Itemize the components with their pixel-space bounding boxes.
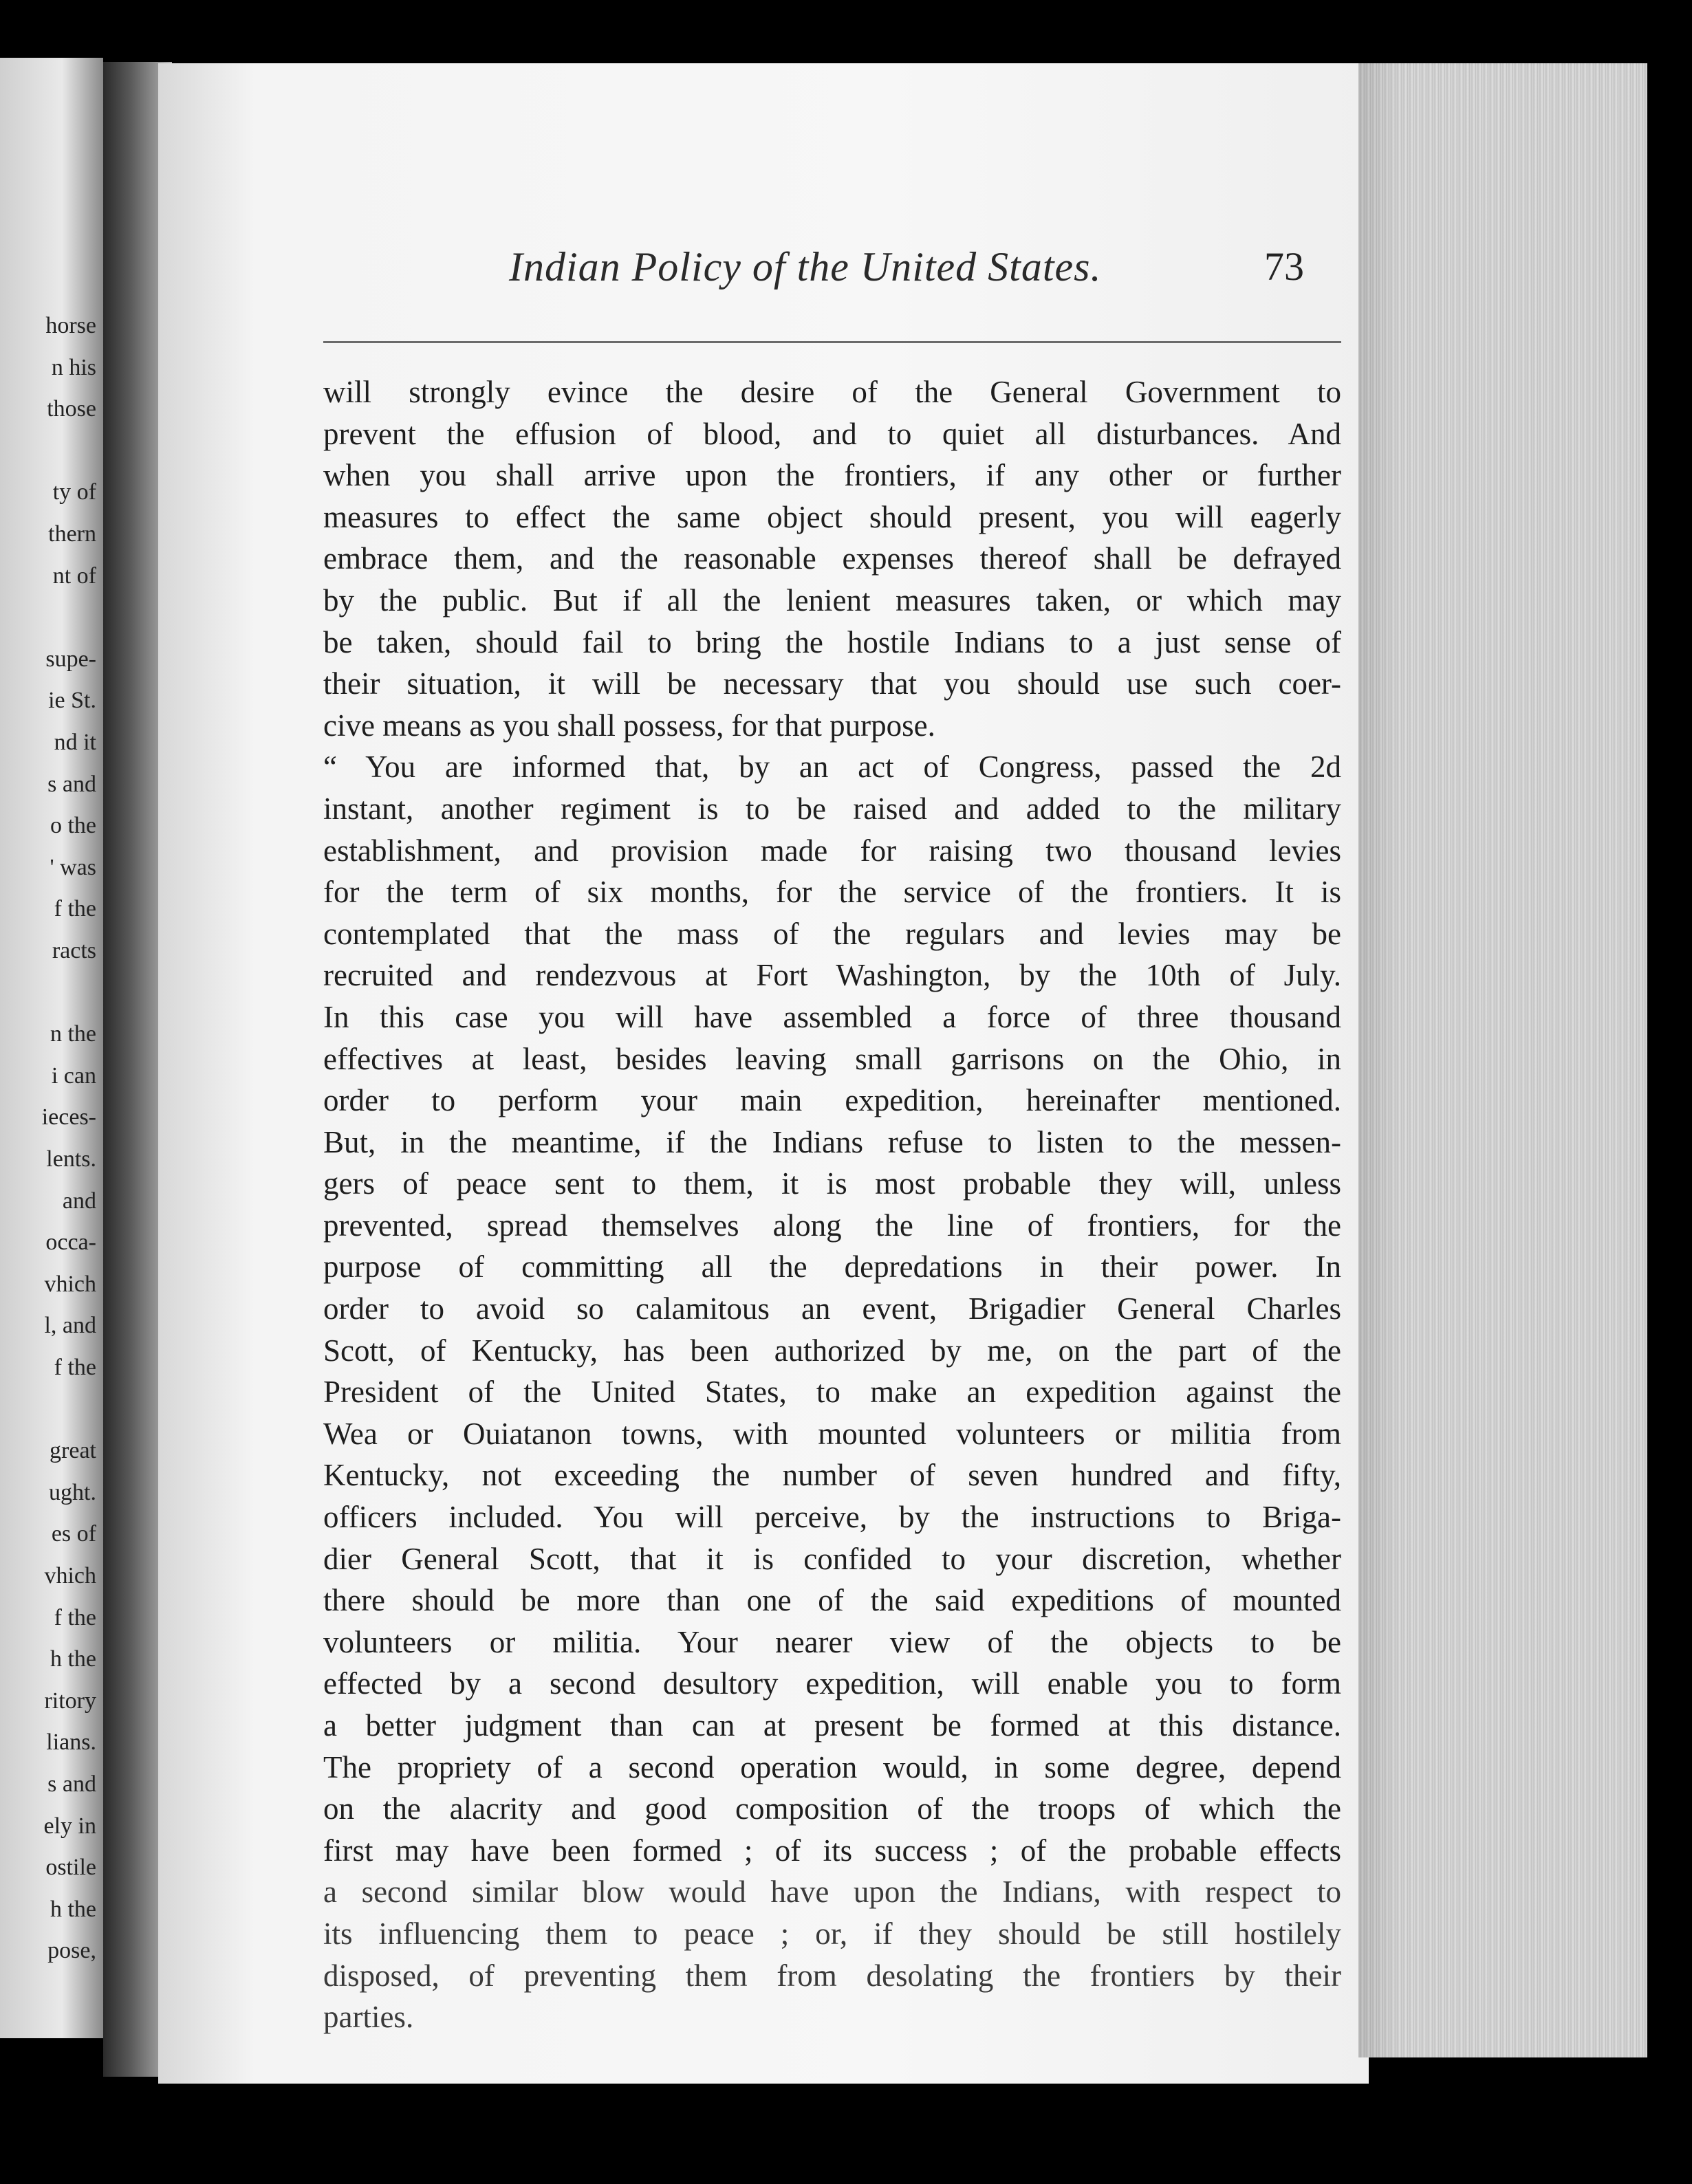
page-number: 73 [1264, 244, 1304, 289]
header-rule [323, 341, 1341, 343]
facing-page-fragment: h the [50, 1646, 96, 1672]
text-line: “ You are informed that, by an act of Congress, passed the 2d [323, 750, 1341, 785]
facing-page-fragment: l, and [44, 1313, 96, 1339]
text-line: Wea or Ouiatanon towns, with mounted volunteers or militia from [323, 1416, 1341, 1451]
facing-page-fragment: nd it [54, 730, 96, 755]
facing-page-fragment: occa- [45, 1230, 96, 1256]
facing-page-fragment: n his [51, 354, 96, 380]
book-page [158, 63, 1369, 2084]
facing-page-fragment: lians. [46, 1729, 96, 1756]
facing-page-fragment: ieces- [41, 1104, 96, 1131]
facing-page-fragment: horse [45, 313, 96, 338]
text-line: for the term of six months, for the service of the frontiers. It is [323, 875, 1341, 910]
facing-page-fragment: h the [50, 1896, 96, 1922]
text-line: In this case you will have assembled a force of three thousand [323, 999, 1341, 1034]
text-line: disposed, of preventing them from desolating the frontiers by their [323, 1958, 1341, 1993]
text-line: measures to effect the same object should present, you will eagerly [323, 499, 1341, 534]
text-line: by the public. But if all the lenient measures taken, or which may [323, 582, 1341, 618]
facing-page-fragment: great [50, 1438, 96, 1464]
facing-page-fragment: ritory [44, 1688, 96, 1714]
page-edge-shadow [1358, 63, 1400, 2057]
text-line: But, in the meantime, if the Indians refuse to listen to the messen- [323, 1124, 1341, 1159]
facing-page-fragment: ught. [49, 1479, 96, 1505]
running-head: Indian Policy of the United States. [509, 244, 1102, 290]
text-line: dier General Scott, that it is confided to your discretion, whether [323, 1541, 1341, 1576]
facing-page-fragment: vhich [44, 1563, 96, 1588]
facing-page-fragment: supe- [45, 646, 96, 672]
facing-page-strip [0, 58, 103, 2038]
facing-page-fragment: thern [48, 521, 96, 547]
text-line: order to avoid so calamitous an event, Brigadier General Charles [323, 1291, 1341, 1326]
facing-page-fragment: i can [51, 1062, 96, 1089]
text-line: gers of peace sent to them, it is most probable they will, unless [323, 1166, 1341, 1201]
text-line: order to perform your main expedition, hereinafter mentioned. [323, 1083, 1341, 1118]
facing-page-fragment: f the [54, 1604, 96, 1630]
text-line: effectives at least, besides leaving small garrisons on the Ohio, in [323, 1041, 1341, 1076]
text-line: on the alacrity and good composition of the troops of which the [323, 1791, 1341, 1826]
facing-page-fragment: ie St. [48, 688, 96, 714]
facing-page-fragment: s and [47, 1771, 96, 1797]
facing-page-fragment: vhich [44, 1271, 96, 1297]
text-line: first may have been formed ; of its success ; of the probable effects [323, 1833, 1341, 1868]
facing-page-fragment: racts [52, 938, 96, 963]
text-line: recruited and rendezvous at Fort Washington, by the 10th of July. [323, 958, 1341, 993]
text-line: parties. [323, 2000, 414, 2035]
facing-page-fragment: those [47, 396, 96, 422]
text-line: a second similar blow would have upon the Indians, with respect to [323, 1875, 1341, 1910]
text-line: Scott, of Kentucky, has been authorized by me, on the part of the [323, 1333, 1341, 1368]
text-line: its influencing them to peace ; or, if they should be still hostilely [323, 1916, 1341, 1951]
facing-page-fragment: and [62, 1188, 96, 1214]
text-line: prevented, spread themselves along the line of frontiers, for the [323, 1208, 1341, 1243]
facing-page-fragment: o the [50, 813, 96, 839]
facing-page-fragment: n the [50, 1021, 96, 1047]
facing-page-fragment: ostile [45, 1855, 96, 1881]
text-line: contemplated that the mass of the regulars and levies may be [323, 916, 1341, 951]
facing-page-fragment: ely in [43, 1813, 96, 1839]
page-block-edge [1358, 63, 1647, 2057]
text-line: instant, another regiment is to be raised and added to the military [323, 791, 1341, 826]
facing-page-fragment: ' was [50, 854, 96, 880]
body-text [323, 371, 1341, 2038]
facing-page-fragment: pose, [47, 1938, 96, 1964]
text-line: officers included. You will perceive, by the instructions to Briga- [323, 1500, 1341, 1535]
facing-page-fragment: f the [54, 896, 96, 922]
text-line: The propriety of a second operation would, in some degree, depend [323, 1749, 1341, 1784]
facing-page-fragment: f the [54, 1355, 96, 1380]
text-line: will strongly evince the desire of the General Government to [323, 375, 1341, 409]
text-line: President of the United States, to make an expedition against the [323, 1375, 1341, 1410]
facing-page-fragment: s and [47, 771, 96, 797]
text-line: effected by a second desultory expedition, will enable you to form [323, 1666, 1341, 1701]
text-line: volunteers or militia. Your nearer view of the objects to be [323, 1624, 1341, 1659]
text-line: prevent the effusion of blood, and to quiet all disturbances. And [323, 416, 1341, 451]
text-line: their situation, it will be necessary that you should use such coer- [323, 666, 1341, 701]
text-line: be taken, should fail to bring the hostile Indians to a just sense of [323, 624, 1341, 659]
text-line: establishment, and provision made for raising two thousand levies [323, 833, 1341, 868]
text-line: Kentucky, not exceeding the number of seven hundred and fifty, [323, 1458, 1341, 1493]
facing-page-fragment: nt of [52, 563, 96, 589]
text-line: a better judgment than can at present be formed at this distance. [323, 1708, 1341, 1743]
facing-page-fragment: es of [51, 1521, 96, 1547]
facing-page-fragment: ty of [52, 479, 96, 505]
text-line: cive means as you shall possess, for that purpose. [323, 708, 935, 743]
text-line: purpose of committing all the depredations in their power. In [323, 1249, 1341, 1285]
text-line: there should be more than one of the said expeditions of mounted [323, 1583, 1341, 1618]
text-line: embrace them, and the reasonable expenses thereof shall be defrayed [323, 541, 1341, 576]
text-line: when you shall arrive upon the frontiers, if any other or further [323, 458, 1341, 493]
facing-page-fragment: lents. [46, 1146, 96, 1172]
